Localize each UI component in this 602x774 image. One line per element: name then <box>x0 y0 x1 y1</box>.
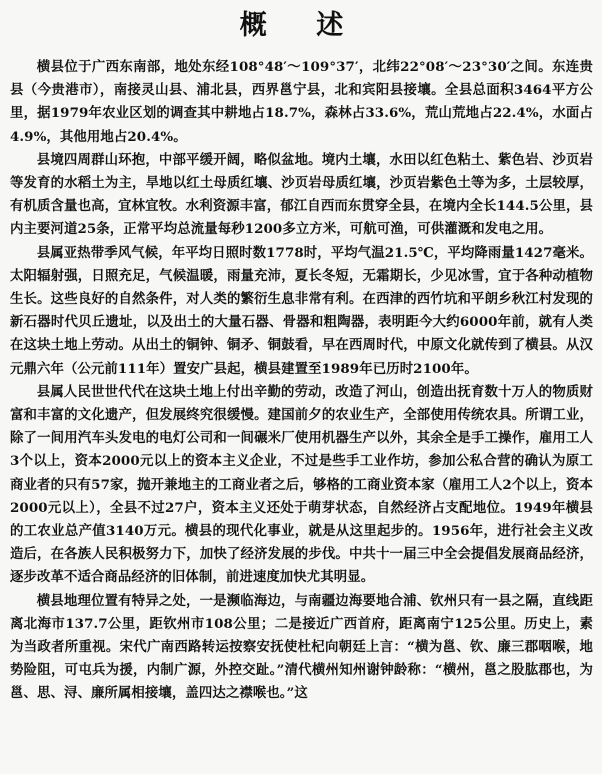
paragraph-location: 横县位于广西东南部，地处东经108°48′～109°37′，北纬22°08′～23°30′之间。东连贵县（今贵港市），南接灵山县、浦北县，西界邕宁县，北和宾阳县接壤。全县总面积3464平方公里，据1979年农业区划的调查其中耕地占18.7%，森林占33.6%，荒山荒地占22.4%，水面占4.9%，其他用地占20.4%。 <box>10 59 593 145</box>
paragraph-geography: 横县地理位置有特异之处，一是濒临海边，与南疆边海要地合浦、钦州只有一县之隔，直线距离北海市137.7公里，距钦州市108公里；二是接近广西首府，距离南宁125公里。历史上，素为当政者所重视。宋代广南西路转运按察安抚使杜杞向朝廷上言：“横为邕、钦、廉三郡咽喉，地势险阻，可屯兵为援，内制广源，外控交趾。”清代横州知州谢钟龄称：“横州，邕之股肱郡也，为邕、思、浔、廉所属相接壤，盖四达之襟喉也。”这 <box>10 592 593 702</box>
page-title: 概 述 <box>239 10 364 41</box>
paragraph-climate-history: 县属亚热带季风气候，年平均日照时数1778时，平均气温21.5℃，平均降雨量1427毫米。太阳辐射强，日照充足，气候温暖，雨量充沛，夏长冬短，无霜期长，少见冰雪，宜于各种动植物生长。这些良好的自然条件，对人类的繁衍生息非常有利。在西津的西竹坑和平朗乡秋江村发现的新石器时代贝丘遗址，以及出土的大量石器、骨器和粗陶器，表明距今大约6000年前，就有人类在这块土地上劳动。从出土的铜钟、铜矛、铜鼓看，早在西周时代，中原文化就传到了横县。从汉元鼎六年（公元前111年）置安广县起，横县建置至1989年已历时2100年。 <box>10 244 593 377</box>
paragraph-economy: 县属人民世世代代在这块土地上付出辛勤的劳动，改造了河山，创造出抚育数十万人的物质财富和丰富的文化遗产，但发展终究很缓慢。建国前夕的农业生产，全部使用传统农具。所谓工业，除了一间用汽车头发电的电灯公司和一间碾米厂使用机器生产以外，其余全是手工操作，雇用工人3个以上，资本2000元以上的资本主义企业，不过是些手工业作坊，参加公私合营的确认为原工商业者的只有57家，抛开兼地主的工商业者之后，够格的工商业资本家（雇用工人2个以上，资本2000元以上），全县不过27户，资本主义还处于萌芽状态，自然经济占支配地位。1949年横县的工农业总产值3140万元。横县的现代化事业，就是从这里起步的。1956年，进行社会主义改造后，在各族人民积极努力下，加快了经济发展的步伐。中共十一届三中全会提倡发展商品经济，逐步改革不适合商品经济的旧体制，前进速度加快尤其明显。 <box>10 383 593 586</box>
paragraph-terrain: 县境四周群山环抱，中部平缓开阔，略似盆地。境内土壤，水田以红色粘土、紫色岩、沙页岩等发育的水稻土为主，旱地以红土母质红壤、沙页岩母质红壤，沙页岩紫色土等为多，土层较厚，有机质含量也高，宜林宜牧。水利资源丰富，郁江自西而东贯穿全县，在境内全长144.5公里，县内主要河道25条，正常平均总流量每秒1200多立方米，可航可渔，可供灌溉和发电之用。 <box>10 151 593 238</box>
